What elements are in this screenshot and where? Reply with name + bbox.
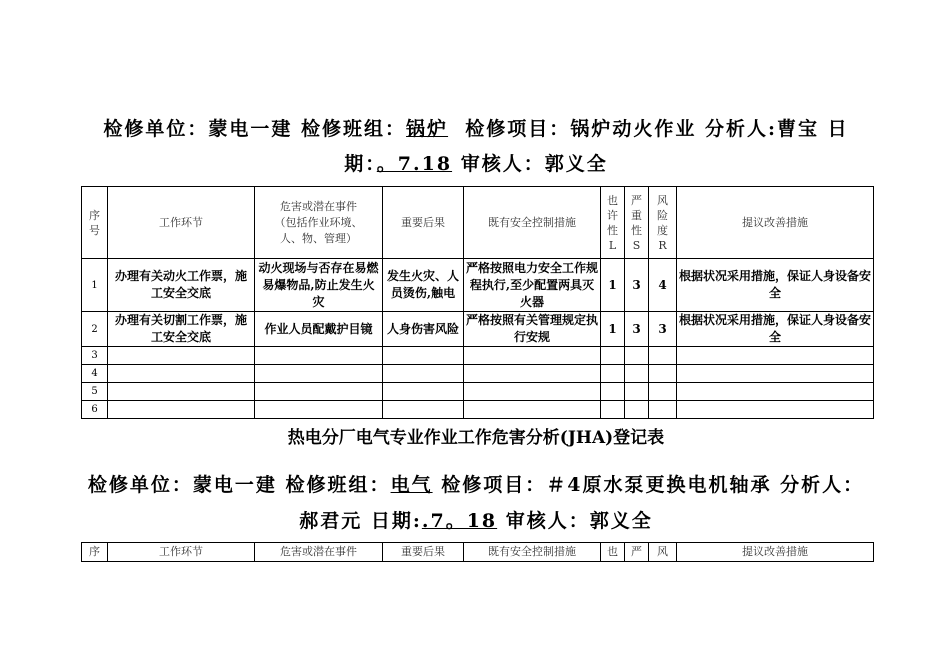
team-value-2: 电气 (390, 474, 433, 496)
header2-consequence: 重要后果 (383, 543, 464, 562)
jha-table-1 (81, 186, 874, 419)
unit-value-2: 蒙电一建 (192, 474, 277, 496)
header-hazard: 危害或潜在事件 （包括作业环境、 人、物、管理） (255, 187, 383, 259)
unit-label-2: 检修单位： (87, 474, 193, 496)
cell-r (649, 383, 677, 401)
header-likelihood: 也 许 性 L (601, 187, 625, 259)
cell-r (649, 365, 677, 383)
cell-seq: 6 (82, 401, 108, 419)
cell-step: 办理有关动火工作票，施工安全交底 (108, 259, 255, 312)
header-consequence: 重要后果 (383, 187, 464, 259)
table-row (82, 347, 874, 365)
cell-hazard (255, 401, 383, 419)
cell-consequence: 发生火灾、人员烫伤,触电 (383, 259, 464, 312)
cell-hazard (255, 347, 383, 365)
header1-line2 (80, 149, 872, 176)
cell-step (108, 365, 255, 383)
cell-seq: 2 (82, 312, 108, 347)
project-value-2: ＃4原水泵更换电机轴承 (546, 474, 772, 496)
header2-line2 (80, 506, 872, 533)
header-severity: 严 重 性 S (625, 187, 649, 259)
header-step: 工作环节 (108, 187, 255, 259)
cell-hazard: 动火现场与否存在易燃易爆物品,防止发生火灾 (255, 259, 383, 312)
date-label-part1: 日 (827, 118, 849, 140)
cell-s (625, 365, 649, 383)
date-label-2: 日期: (370, 510, 422, 532)
date-label-part2: 期： (344, 153, 377, 175)
header2-likelihood: 也 (601, 543, 625, 562)
header2-risk: 风 (649, 543, 677, 562)
cell-l (601, 401, 625, 419)
header2-hazard: 危害或潜在事件 (255, 543, 383, 562)
table-row (82, 401, 874, 419)
cell-s (625, 347, 649, 365)
cell-seq: 4 (82, 365, 108, 383)
cell-l (601, 383, 625, 401)
cell-suggestion: 根据状况采用措施，保证人身设备安全 (677, 312, 874, 347)
cell-s (625, 401, 649, 419)
cell-consequence (383, 347, 464, 365)
reviewer-label: 审核人： (460, 153, 545, 175)
analyst-value-2: 郝君元 (299, 510, 363, 532)
unit-value: 蒙电一建 (208, 118, 293, 140)
cell-r (649, 401, 677, 419)
project-label: 检修项目： (465, 118, 571, 140)
jha-table-2 (81, 542, 874, 562)
cell-controls: 严格按照有关管理规定执行安规 (464, 312, 601, 347)
date-value: 。7.18 (376, 153, 453, 175)
cell-r: 4 (649, 259, 677, 312)
cell-consequence (383, 383, 464, 401)
table-row (82, 312, 874, 347)
analyst-label: 分析人: (704, 118, 777, 140)
cell-suggestion: 根据状况采用措施，保证人身设备安全 (677, 259, 874, 312)
team-label-2: 检修班组： (285, 474, 391, 496)
table-row (82, 259, 874, 312)
cell-step (108, 401, 255, 419)
analyst-label-2: 分析人： (780, 474, 865, 496)
cell-controls (464, 401, 601, 419)
project-label-2: 检修项目： (441, 474, 547, 496)
team-label: 检修班组： (301, 118, 407, 140)
cell-suggestion (677, 347, 874, 365)
section2-title: 热电分厂电气专业作业工作危害分析(JHA)登记表 (287, 428, 665, 448)
header2-line1 (80, 470, 872, 497)
cell-l (601, 365, 625, 383)
project-value: 锅炉动火作业 (570, 118, 697, 140)
header1-line1 (80, 114, 872, 141)
cell-r (649, 347, 677, 365)
header2-step: 工作环节 (108, 543, 255, 562)
cell-controls (464, 347, 601, 365)
table2-header-row (82, 543, 874, 562)
cell-hazard (255, 365, 383, 383)
cell-l (601, 347, 625, 365)
cell-hazard: 作业人员配戴护目镜 (255, 312, 383, 347)
header-risk: 风 险 度 R (649, 187, 677, 259)
cell-consequence (383, 401, 464, 419)
table-row (82, 383, 874, 401)
unit-label: 检修单位： (103, 118, 209, 140)
cell-seq: 3 (82, 347, 108, 365)
cell-consequence: 人身伤害风险 (383, 312, 464, 347)
header2-seq: 序 (82, 543, 108, 562)
header2-controls: 既有安全控制措施 (464, 543, 601, 562)
cell-suggestion (677, 401, 874, 419)
header2-severity: 严 (625, 543, 649, 562)
cell-consequence (383, 365, 464, 383)
cell-s: 3 (625, 312, 649, 347)
header-suggestion: 提议改善措施 (677, 187, 874, 259)
reviewer-label-2: 审核人： (505, 510, 590, 532)
analyst-value: 曹宝 (776, 118, 819, 140)
table1-header-row (82, 187, 874, 259)
cell-controls (464, 383, 601, 401)
cell-controls (464, 365, 601, 383)
cell-step (108, 383, 255, 401)
cell-l: 1 (601, 259, 625, 312)
cell-suggestion (677, 365, 874, 383)
cell-s (625, 383, 649, 401)
reviewer-value: 郭义全 (544, 153, 608, 175)
table-row (82, 365, 874, 383)
header2-suggestion: 提议改善措施 (677, 543, 874, 562)
cell-l: 1 (601, 312, 625, 347)
cell-seq: 1 (82, 259, 108, 312)
cell-s: 3 (625, 259, 649, 312)
cell-controls: 严格按照电力安全工作规程执行,至少配置两具灭火器 (464, 259, 601, 312)
cell-r: 3 (649, 312, 677, 347)
header-controls: 既有安全控制措施 (464, 187, 601, 259)
header-seq: 序 号 (82, 187, 108, 259)
cell-seq: 5 (82, 383, 108, 401)
team-value: 锅炉 (406, 118, 449, 140)
cell-step: 办理有关切割工作票，施工安全交底 (108, 312, 255, 347)
reviewer-value-2: 郭义全 (589, 510, 653, 532)
cell-step (108, 347, 255, 365)
cell-hazard (255, 383, 383, 401)
date-value-2: .7。18 (421, 510, 498, 532)
cell-suggestion (677, 383, 874, 401)
